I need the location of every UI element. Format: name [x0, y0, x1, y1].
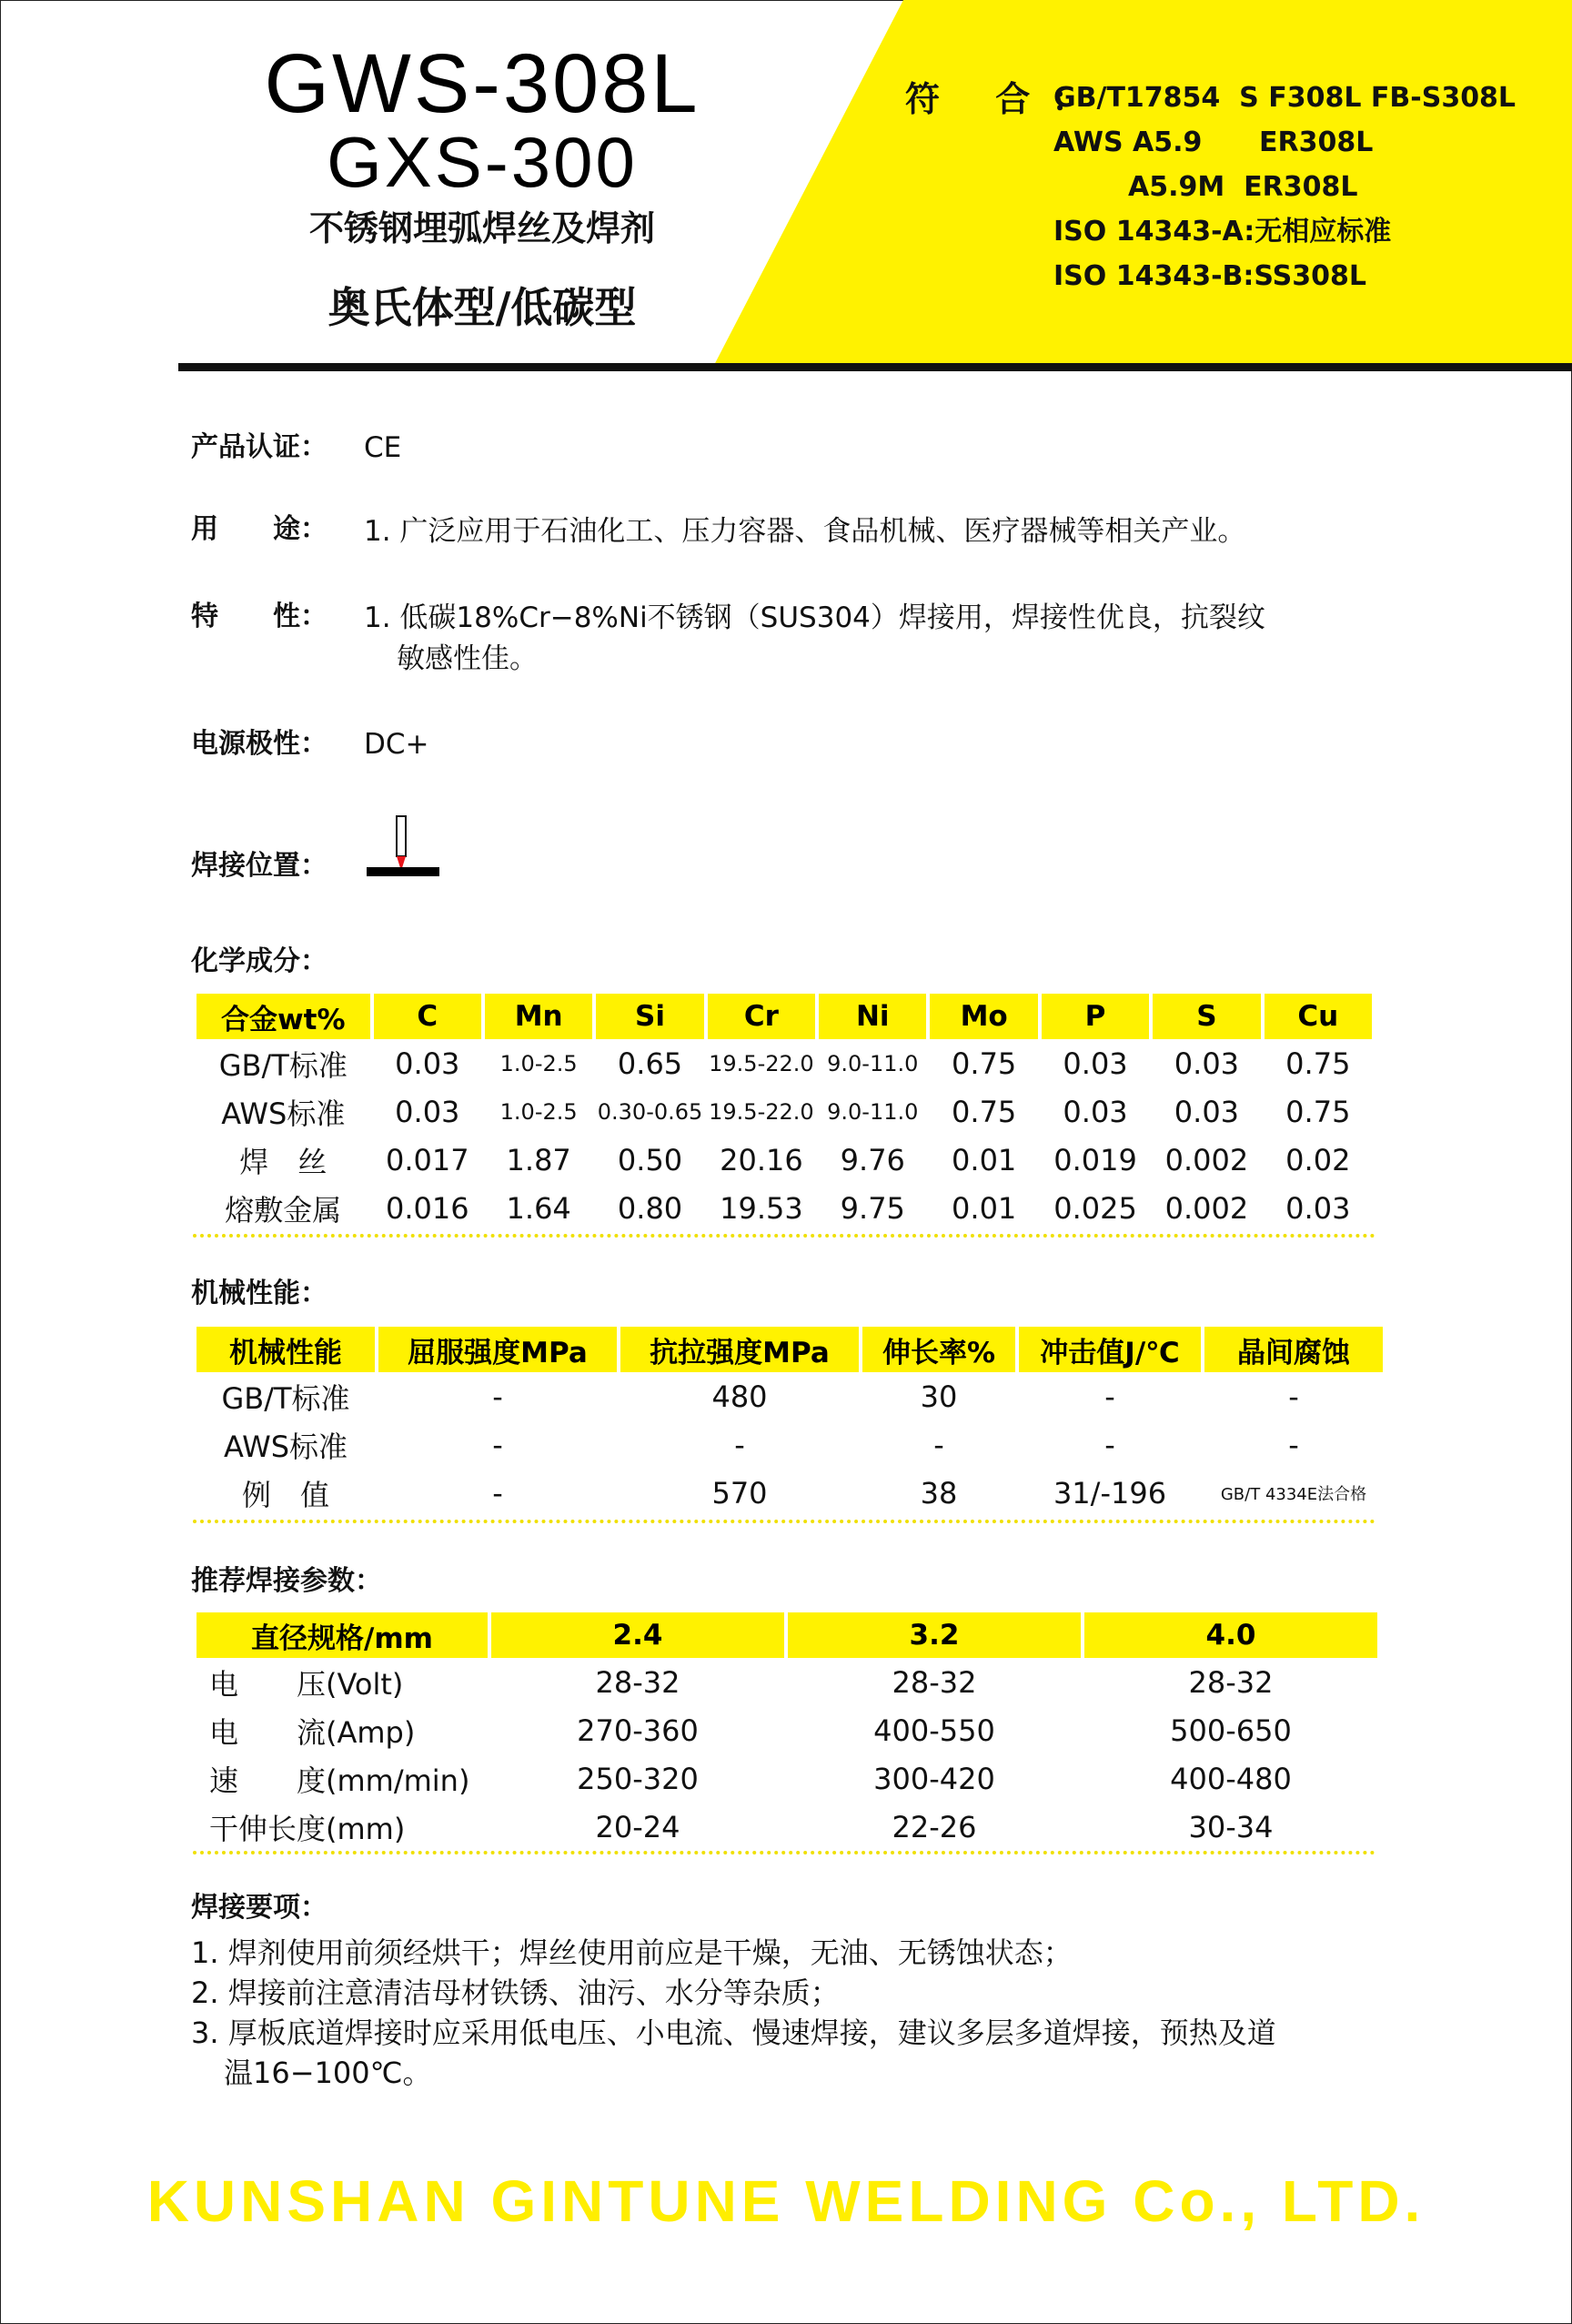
table-cell: - [1104, 1379, 1115, 1414]
standard-line: ISO 14343-B:SS308L [1053, 260, 1367, 292]
table-cell: - [492, 1475, 503, 1511]
column-header: 2.4 [491, 1612, 784, 1658]
table-cell: - [734, 1427, 745, 1462]
table-cell: 1.0-2.5 [499, 1050, 578, 1076]
usage-value: 1. 广泛应用于石油化工、压力容器、食品机械、医疗器械等相关产业。 [364, 515, 1246, 548]
table-cell: 0.30-0.65 [597, 1098, 703, 1125]
row-label: 电 流(Amp) [209, 1714, 416, 1750]
flat-position-icon [364, 814, 446, 880]
column-header: 屈服强度MPa [378, 1327, 617, 1372]
model-flux-title: GXS-300 [327, 122, 638, 202]
note-item-3: 3. 厚板底道焊接时应采用低电压、小电流、慢速焊接，建议多层多道焊接，预热及道 [191, 2016, 1276, 2050]
table-cell: 0.75 [1285, 1094, 1351, 1129]
table-cell: - [492, 1427, 503, 1462]
features-label: 特 性： [191, 601, 328, 632]
column-header: 晶间腐蚀 [1204, 1327, 1383, 1372]
parameters-title: 推荐焊接参数： [191, 1565, 382, 1597]
parameters-header-row [196, 1612, 1377, 1658]
dotted-divider [193, 1234, 1376, 1238]
standard-line: ISO 14343-A:无相应标准 [1053, 216, 1392, 248]
table-cell: 0.02 [1285, 1142, 1351, 1177]
table-cell: 28-32 [892, 1664, 977, 1700]
table-row [196, 1469, 1383, 1517]
row-label: 电 压(Volt) [209, 1666, 404, 1702]
notes-title: 焊接要项： [191, 1892, 328, 1924]
table-cell: 22-26 [892, 1809, 977, 1844]
table-cell: 38 [920, 1475, 958, 1511]
column-header: 合金wt% [196, 994, 370, 1039]
table-cell: 30-34 [1188, 1809, 1274, 1844]
polarity-label: 电源极性： [191, 728, 328, 760]
table-row [196, 1087, 1372, 1136]
table-cell: 0.03 [1174, 1094, 1240, 1129]
standards-label: 符 合： [905, 79, 1109, 119]
company-name: KUNSHAN GINTUNE WELDING Co., LTD. [146, 2168, 1426, 2234]
table-cell: 400-480 [1170, 1761, 1292, 1796]
table-cell: 250-320 [577, 1761, 699, 1796]
table-cell: 480 [711, 1379, 768, 1414]
table-row [196, 1803, 1377, 1851]
polarity-value: DC+ [364, 728, 429, 761]
column-header: Cu [1265, 994, 1372, 1039]
table-cell: - [1104, 1427, 1115, 1462]
table-row [196, 1420, 1383, 1469]
chemistry-title: 化学成分： [191, 945, 328, 977]
table-row [196, 1184, 1372, 1232]
table-cell: 0.75 [952, 1046, 1017, 1081]
table-cell: 0.025 [1053, 1190, 1137, 1226]
usage-label: 用 途： [191, 513, 328, 545]
table-cell: 30 [920, 1379, 958, 1414]
standard-line: AWS A5.9 ER308L [1053, 126, 1374, 158]
model-wire-title: GWS-308L [264, 37, 700, 130]
table-cell: 0.03 [1063, 1094, 1128, 1129]
standard-line: GB/T17854 S F308L FB-S308L [1053, 82, 1517, 114]
row-label: 例 值 [241, 1477, 329, 1512]
table-cell: 19.5-22.0 [709, 1050, 814, 1076]
table-cell: 9.0-11.0 [827, 1050, 919, 1076]
table-row [196, 1754, 1377, 1803]
parameters-table [193, 1612, 1381, 1851]
column-header: 抗拉强度MPa [620, 1327, 859, 1372]
table-cell: 28-32 [1188, 1664, 1274, 1700]
standard-line: A5.9M ER308L [1128, 171, 1358, 203]
column-header: Ni [819, 994, 926, 1039]
table-cell: 400-550 [873, 1713, 995, 1748]
table-cell: 0.016 [385, 1190, 469, 1226]
chemistry-table [193, 994, 1376, 1232]
certification-label: 产品认证： [191, 431, 328, 463]
table-cell: 19.53 [720, 1190, 803, 1226]
table-cell: 270-360 [577, 1713, 699, 1748]
row-label: GB/T标准 [218, 1047, 348, 1083]
features-value-line2: 敏感性佳。 [397, 642, 538, 675]
table-cell: - [1288, 1427, 1299, 1462]
table-cell: 0.65 [617, 1046, 683, 1081]
column-header: S [1153, 994, 1260, 1039]
table-row [196, 1136, 1372, 1184]
column-header: Si [596, 994, 703, 1039]
welding-position-label: 焊接位置： [191, 850, 328, 882]
table-cell: 1.0-2.5 [499, 1098, 578, 1125]
note-item-1: 1. 焊剂使用前须经烘干；焊丝使用前应是干燥，无油、无锈蚀状态； [191, 1935, 1073, 1970]
table-cell: 0.03 [1063, 1046, 1128, 1081]
table-cell: 0.75 [952, 1094, 1017, 1129]
table-cell: 0.03 [395, 1046, 460, 1081]
column-header: Mo [930, 994, 1037, 1039]
mechanical-header-row [196, 1327, 1383, 1372]
table-cell: 0.03 [1285, 1190, 1351, 1226]
table-cell: 0.75 [1285, 1046, 1351, 1081]
table-cell: 28-32 [595, 1664, 680, 1700]
table-cell: 0.002 [1164, 1142, 1249, 1177]
table-cell: 0.01 [952, 1142, 1017, 1177]
note-item-3-cont: 温16−100℃。 [224, 2056, 432, 2090]
category: 奥氏体型/低碳型 [328, 283, 637, 332]
column-header: 4.0 [1084, 1612, 1377, 1658]
table-cell: 0.01 [952, 1190, 1017, 1226]
table-cell: GB/T 4334E法合格 [1220, 1484, 1367, 1504]
table-cell: 500-650 [1170, 1713, 1292, 1748]
mechanical-table [193, 1327, 1386, 1517]
mechanical-title: 机械性能： [191, 1278, 328, 1309]
row-label: AWS标准 [221, 1096, 346, 1131]
column-header: 3.2 [788, 1612, 1081, 1658]
dotted-divider [193, 1851, 1376, 1854]
chemistry-header-row [196, 994, 1372, 1039]
table-cell: 1.64 [506, 1190, 571, 1226]
table-row [196, 1658, 1377, 1706]
column-header: 机械性能 [196, 1327, 375, 1372]
table-cell: - [933, 1427, 944, 1462]
table-cell: 0.017 [385, 1142, 469, 1177]
column-header: C [374, 994, 481, 1039]
column-header: P [1042, 994, 1149, 1039]
row-label: 熔敷金属 [225, 1192, 342, 1228]
table-cell: - [1288, 1379, 1299, 1414]
table-cell: 20-24 [595, 1809, 680, 1844]
table-cell: 9.76 [840, 1142, 905, 1177]
row-label: 速 度(mm/min) [209, 1763, 470, 1798]
table-cell: 300-420 [873, 1761, 995, 1796]
note-item-2: 2. 焊接前注意清洁母材铁锈、油污、水分等杂质； [191, 1975, 840, 2010]
table-cell: 0.03 [1174, 1046, 1240, 1081]
table-cell: 0.50 [617, 1142, 683, 1177]
table-cell: - [492, 1379, 503, 1414]
row-label: AWS标准 [223, 1429, 348, 1464]
table-cell: 0.002 [1164, 1190, 1249, 1226]
column-header: Mn [485, 994, 592, 1039]
row-label: GB/T标准 [221, 1380, 350, 1416]
column-header: 冲击值J/℃ [1019, 1327, 1201, 1372]
column-header: 直径规格/mm [196, 1612, 488, 1658]
table-row [196, 1372, 1383, 1420]
dotted-divider [193, 1520, 1376, 1523]
row-label: 焊 丝 [239, 1144, 328, 1179]
table-cell: 0.019 [1053, 1142, 1137, 1177]
table-cell: 9.0-11.0 [827, 1098, 919, 1125]
column-header: 伸长率% [862, 1327, 1015, 1372]
table-row [196, 1039, 1372, 1087]
table-cell: 31/-196 [1053, 1475, 1167, 1511]
row-label: 干伸长度(mm) [209, 1811, 406, 1846]
table-cell: 19.5-22.0 [709, 1098, 814, 1125]
table-cell: 0.80 [617, 1190, 683, 1226]
table-row [196, 1706, 1377, 1754]
table-cell: 0.03 [395, 1094, 460, 1129]
column-header: Cr [708, 994, 815, 1039]
header-rule [178, 363, 1572, 371]
table-cell: 20.16 [720, 1142, 803, 1177]
table-cell: 9.75 [840, 1190, 905, 1226]
product-type: 不锈钢埋弧焊丝及焊剂 [308, 208, 655, 248]
features-value-line1: 1. 低碳18%Cr−8%Ni不锈钢（SUS304）焊接用，焊接性优良，抗裂纹 [364, 601, 1265, 634]
table-cell: 570 [711, 1475, 768, 1511]
certification-value: CE [364, 431, 402, 464]
table-cell: 1.87 [506, 1142, 571, 1177]
